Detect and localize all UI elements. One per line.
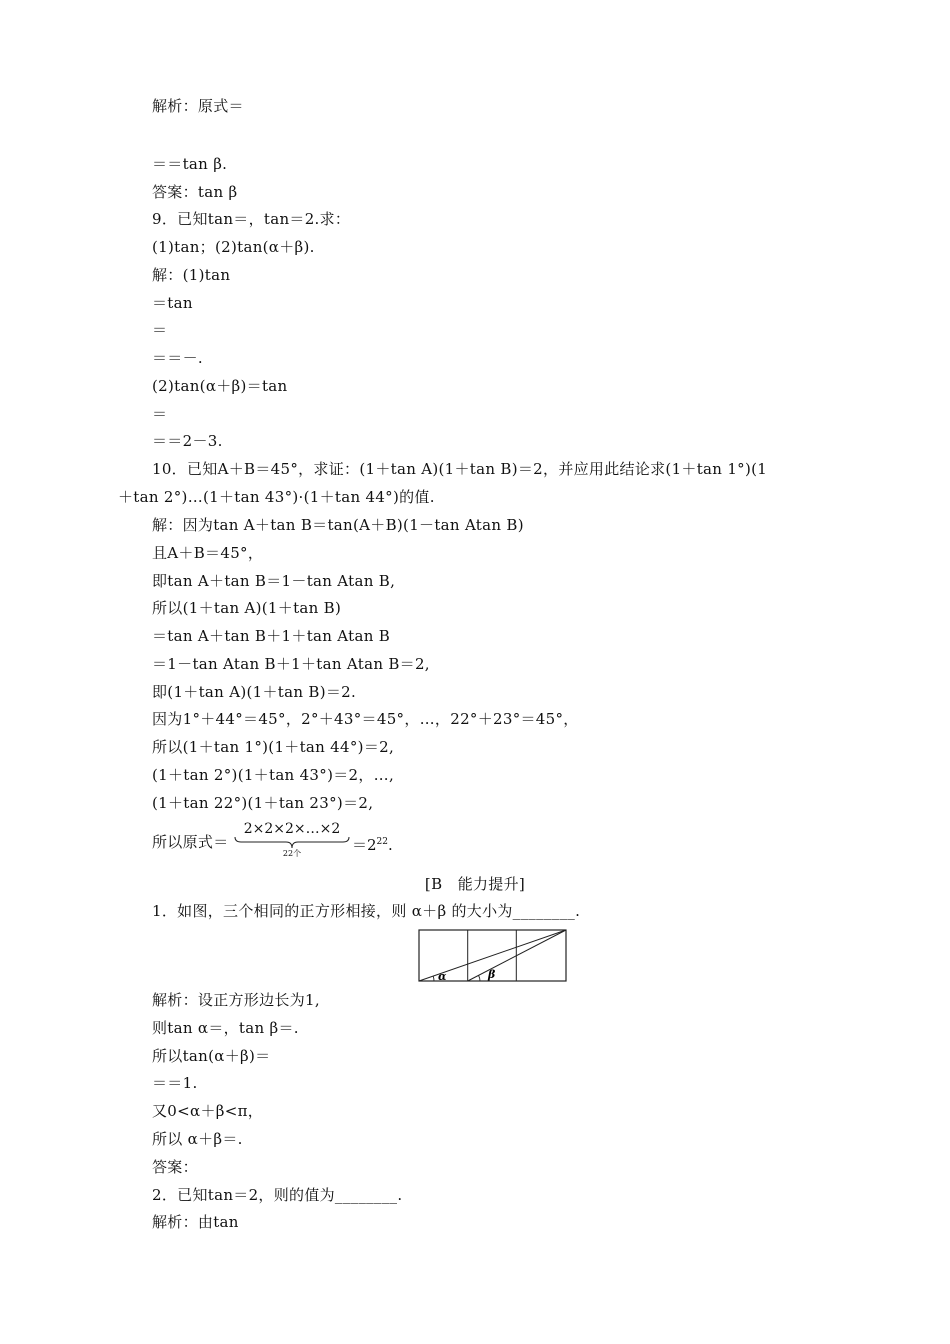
alpha-arc xyxy=(433,976,434,981)
text-line: ＝tan A＋tan B＋1＋tan Atan B xyxy=(152,627,391,645)
beta-label: β xyxy=(488,968,496,981)
text-line: 答案：tan β xyxy=(152,183,238,201)
alpha-label: α xyxy=(438,970,447,983)
product-underbrace xyxy=(233,821,351,861)
text-line: 解：(1)tan xyxy=(152,266,231,284)
text-line: 所以 α＋β＝. xyxy=(152,1130,243,1148)
text-line: 答案： xyxy=(152,1158,198,1176)
problem-b1-title: 1．如图，三个相同的正方形相接，则 α＋β 的大小为________. xyxy=(152,902,581,920)
problem-b2-title: 2．已知tan＝2，则的值为________. xyxy=(152,1186,403,1204)
problem-9-title: 9．已知tan＝，tan＝2.求： xyxy=(152,210,351,228)
text-line: 解析：由tan xyxy=(152,1213,239,1231)
underbrace-icon xyxy=(233,836,351,850)
text-line: 则tan α＝，tan β＝. xyxy=(152,1019,299,1037)
text-line: ＝ xyxy=(152,405,168,423)
result-base: ＝2 xyxy=(352,836,377,854)
problem-10-title: 10．已知A＋B＝45°，求证：(1＋tan A)(1＋tan B)＝2，并应用此结论求(1＋tan 1°)(1 xyxy=(152,460,768,478)
text-line: 即(1＋tan A)(1＋tan B)＝2. xyxy=(152,683,357,701)
text-line: 且A＋B＝45°， xyxy=(152,544,264,562)
text-line: 因为1°＋44°＝45°，2°＋43°＝45°，…，22°＋23°＝45°， xyxy=(152,710,579,728)
text-line: ＝＝2－3. xyxy=(152,432,223,450)
beta-arc xyxy=(479,976,480,982)
text-line: ＝tan xyxy=(152,294,193,312)
text-line: 即tan A＋tan B＝1－tan Atan B, xyxy=(152,572,396,590)
text-line: ＝＝1. xyxy=(152,1074,198,1092)
text-line: ＝ xyxy=(152,321,168,339)
product-expression: 2×2×2×…×2 xyxy=(243,821,341,837)
section-heading: [B 能力提升] xyxy=(424,875,526,893)
result-period: . xyxy=(388,836,393,854)
text-line: ＝1－tan Atan B＋1＋tan Atan B＝2, xyxy=(152,655,430,673)
text-line: ＋tan 2°)…(1＋tan 43°)·(1＋tan 44°)的值. xyxy=(118,488,435,506)
text-line: 又0<α＋β<π， xyxy=(152,1102,264,1120)
text-line: 所以原式＝ xyxy=(152,833,229,851)
text-line: 所以(1＋tan 1°)(1＋tan 44°)＝2, xyxy=(152,738,395,756)
text-line: (1)tan；(2)tan(α＋β). xyxy=(152,238,315,256)
product-result xyxy=(352,832,393,855)
text-line: (1＋tan 2°)(1＋tan 43°)＝2，…, xyxy=(152,766,395,784)
product-count: 22个 xyxy=(282,849,302,858)
text-line: 所以(1＋tan A)(1＋tan B) xyxy=(152,599,342,617)
text-line: (2)tan(α＋β)＝tan xyxy=(152,377,288,395)
text-line: ＝＝－. xyxy=(152,349,203,367)
text-line: (1＋tan 22°)(1＋tan 23°)＝2, xyxy=(152,794,374,812)
text-line: 解析：原式＝ xyxy=(152,97,244,115)
text-line: 解：因为tan A＋tan B＝tan(A＋B)(1－tan Atan B) xyxy=(152,516,524,534)
diagonal-beta xyxy=(468,930,566,981)
text-line: ＝＝tan β. xyxy=(152,155,228,173)
three-squares-figure xyxy=(418,929,568,985)
result-exponent: 22 xyxy=(376,837,388,847)
text-line: 解析：设正方形边长为1, xyxy=(152,991,320,1009)
text-line: 所以tan(α＋β)＝ xyxy=(152,1047,271,1065)
